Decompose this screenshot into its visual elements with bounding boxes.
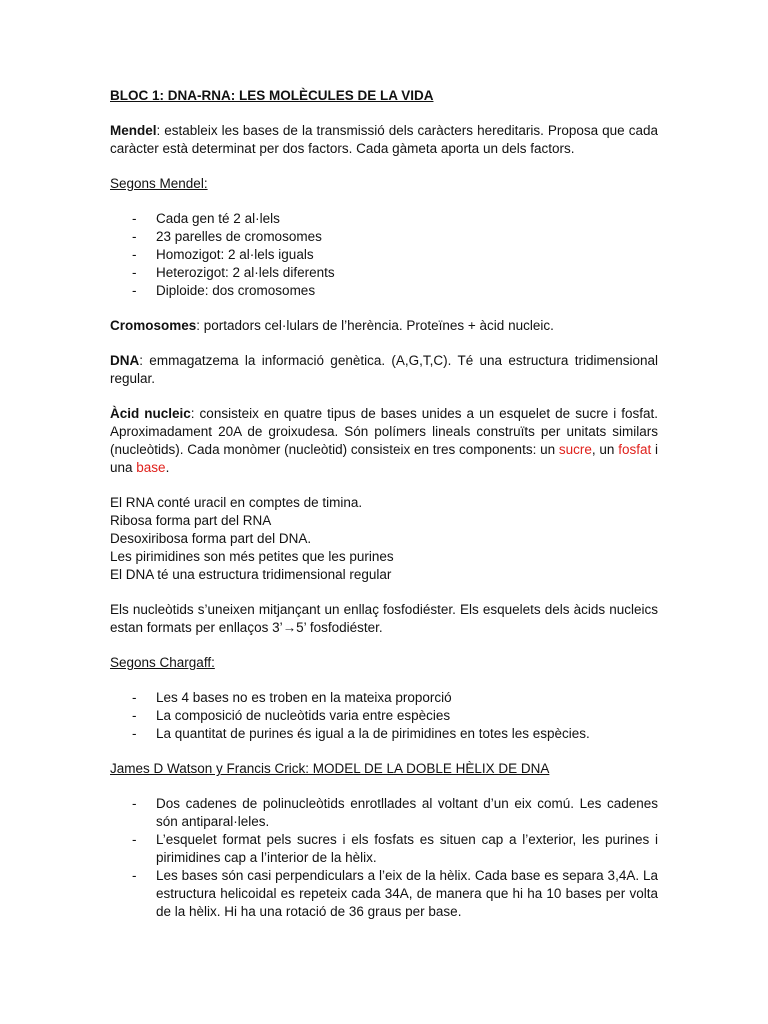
acid-nucleic-sep2: i una [110,442,659,475]
list-item: - L’esquelet format pels sucres i els fosfats es situen cap a l’exterior, les purines i pirimidines cap a l’interior de la hèlix. [110,831,658,867]
nucleotids-text-1: Els nucleòtids s’uneixen mitjançant un enllaç fosfodiéster. Els esquelets dels àcids nucleics estan formats per enllaços 3’ [110,602,658,635]
segons-chargaff-heading: Segons Chargaff: [110,655,215,670]
document-title: BLOC 1: DNA-RNA: LES MOLÈCULES DE LA VIDA [110,88,434,103]
fact-line: El DNA té una estructura tridimensional regular [110,567,392,582]
list-item: - Cada gen té 2 al·lels [110,210,658,228]
list-item: - Homozigot: 2 al·lels iguals [110,246,658,264]
nucleotids-text-2: 5’ fosfodiéster. [296,620,383,635]
document-body [110,87,658,921]
fact-line: El RNA conté uracil en comptes de timina. [110,495,363,510]
list-item: - 23 parelles de cromosomes [110,228,658,246]
dna-term: DNA [110,353,140,368]
nucleotids-paragraph [110,601,658,637]
fact-line: Desoxiribosa forma part del DNA. [110,531,312,546]
acid-nucleic-text: : consisteix en quatre tipus de bases unides a un esquelet de sucre i fosfat. Aproximadament 20A de groixudesa. Són polímers lineals construïts per unitats similars (nucleòtids). Cada monòmer (nucleòtid) consisteix en tres components: un [110,406,658,457]
acid-nucleic-term: Àcid nucleic [110,406,191,421]
acid-nucleic-sep1: , un [591,442,619,457]
facts-block [110,494,658,584]
arrow-icon: → [282,620,297,635]
list-item: - La composició de nucleòtids varia entre espècies [110,707,658,725]
fosfat-highlight: fosfat [618,442,652,457]
cromosomes-term: Cromosomes [110,318,197,333]
mendel-term: Mendel [110,123,157,138]
acid-nucleic-paragraph [110,405,658,477]
list-item: - Les 4 bases no es troben en la mateixa proporció [110,689,658,707]
segons-chargaff-list [110,689,658,743]
base-highlight: base [136,460,166,475]
fact-line: Ribosa forma part del RNA [110,513,272,528]
fact-line: Les pirimidines son més petites que les purines [110,549,394,564]
list-item: - Heterozigot: 2 al·lels diferents [110,264,658,282]
segons-mendel-heading: Segons Mendel: [110,176,208,191]
mendel-text: : estableix les bases de la transmissió dels caràcters hereditaris. Proposa que cada caràcter està determinat per dos factors. Cada gàmeta aporta un dels factors. [110,123,658,156]
dna-text: : emmagatzema la informació genètica. (A,G,T,C). Té una estructura tridimensional regular. [110,353,658,386]
cromosomes-text: : portadors cel·lulars de l’herència. Proteïnes + àcid nucleic. [196,318,554,333]
acid-nucleic-end: . [165,460,170,475]
segons-mendel-list [110,210,658,300]
mendel-paragraph [110,122,658,158]
list-item: - Les bases són casi perpendiculars a l’eix de la hèlix. Cada base es separa 3,4A. La estructura helicoidal es repeteix cada 34A, de manera que hi ha 10 bases per volta de la hèlix. Hi ha una rotació de 36 graus per base. [110,867,658,921]
dna-paragraph [110,352,658,388]
list-item: - La quantitat de purines és igual a la de pirimidines en totes les espècies. [110,725,658,743]
cromosomes-paragraph [110,317,658,335]
list-item: - Diploide: dos cromosomes [110,282,658,300]
watson-crick-heading: James D Watson y Francis Crick: MODEL DE LA DOBLE HÈLIX DE DNA [110,761,550,776]
list-item: - Dos cadenes de polinucleòtids enrotllades al voltant d’un eix comú. Les cadenes són antiparal·leles. [110,795,658,831]
sucre-highlight: sucre [558,442,592,457]
watson-crick-list [110,795,658,921]
